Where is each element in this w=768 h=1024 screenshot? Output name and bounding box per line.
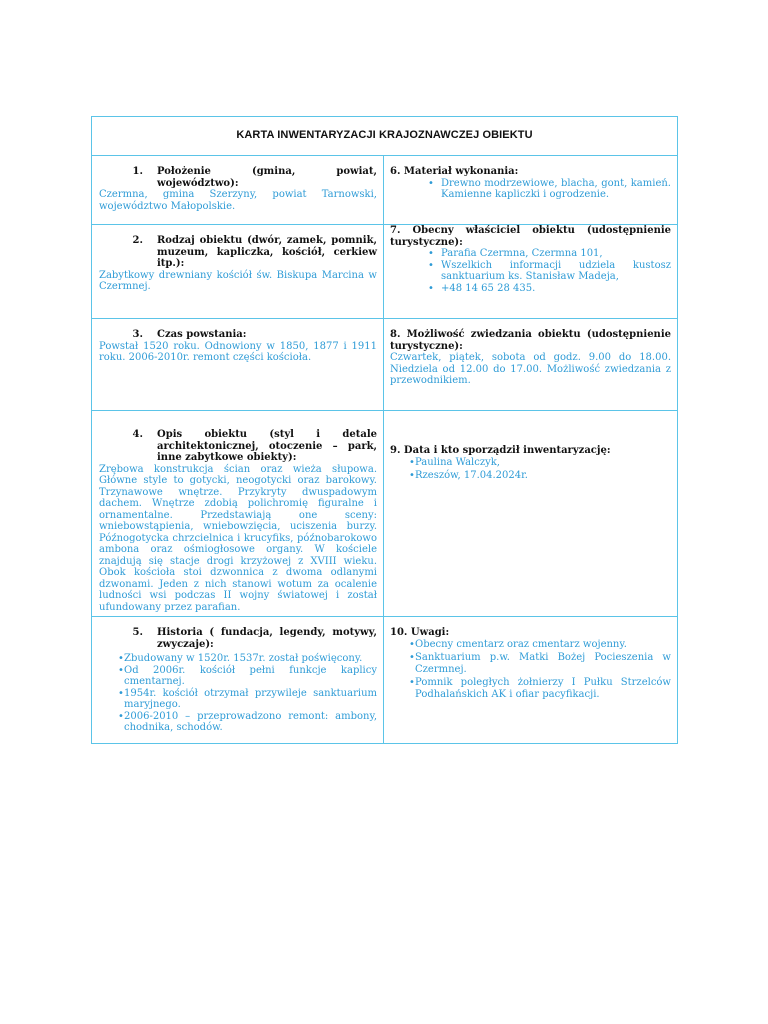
section-author [384, 411, 678, 617]
section-heading: 4. Opis obiektu (styl i detale architektonicznej, otoczenie – park, inne zabytkowe obiekty): [132, 429, 377, 463]
section-creation-date [92, 319, 384, 411]
section-text: Czermna, gmina Szerzyny, powiat Tarnowski, województwo Małopolskie. [99, 189, 377, 212]
section-heading: 5. Historia ( fundacja, legendy, motywy, zwyczaje): [132, 627, 377, 650]
section-notes [384, 617, 678, 744]
section-heading: 3. Czas powstania: [132, 329, 247, 340]
bullet-list [390, 178, 671, 201]
section-heading: 7. Obecny właściciel obiektu (udostępnienie turystyczne): [390, 225, 671, 248]
section-visiting [384, 319, 678, 411]
list-item: • Zbudowany w 1520r. 1537r. został poświęcony. [99, 653, 377, 665]
section-owner [384, 225, 678, 319]
title-cell [92, 117, 678, 156]
list-item: • Pomnik poległych żołnierzy I Pułku Strzelców Podhalańskich AK i ofiar pacyfikacji. [390, 675, 671, 700]
list-item: • Rzeszów, 17.04.2024r. [390, 468, 671, 482]
list-item: • Parafia Czermna, Czermna 101, [390, 248, 671, 260]
section-heading: 1. Położenie (gmina, powiat, województwo): [132, 166, 377, 189]
section-description [92, 411, 384, 617]
section-heading: 8. Możliwość zwiedzania obiektu (udostępnienie turystyczne): [390, 329, 671, 352]
list-item: • Wszelkich informacji udziela kustosz sanktuarium ks. Stanisław Madeja, [390, 260, 671, 283]
section-object-type [92, 225, 384, 319]
section-text: Zrębowa konstrukcja ścian oraz wieża słupowa. Główne style to gotycki, neogotycki oraz barokowy. Trzynawowe wnętrze. Przykryty dwuspadowym dachem. Wnętrze zdobią polichromię figuralne i ornamentalne. Przedstawiają one sceny: wniebowstąpienia, wniebowzięcia, uciszenia burzy. Późnogotycka chrzcielnica i krucyfiks, późnobarokowo ambona oraz ośmiogłosowe organy. W kościele znajdują się stacje drogi krzyżowej z XVIII wieku. Obok kościoła stoi dzwonnica z dwoma odlanymi dzwonami. Jeden z nich stanowi wotum za ocalenie ludności wsi podczas II wojny światowej i został ufundowany przez parafian. [99, 463, 377, 613]
section-material [384, 156, 678, 225]
document-title: KARTA INWENTARYZACJI KRAJOZNAWCZEJ OBIEKTU [236, 129, 533, 142]
list-item: • +48 14 65 28 435. [390, 283, 671, 295]
section-heading: 2. Rodzaj obiektu (dwór, zamek, pomnik, muzeum, kapliczka, kościół, cerkiew itp.): [132, 235, 377, 269]
section-text: Czwartek, piątek, sobota od godz. 9.00 do 18.00. Niedziela od 12.00 do 17.00. Możliwość zwiedzania z przewodnikiem. [390, 352, 671, 386]
section-heading: 6. Materiał wykonania: [390, 166, 519, 177]
bullet-list [390, 248, 671, 294]
section-heading: 10. Uwagi: [390, 627, 450, 638]
bullet-list [99, 653, 377, 734]
bullet-list [390, 639, 671, 701]
section-history [92, 617, 384, 744]
list-item: • Sanktuarium p.w. Matki Bożej Pocieszenia w Czermnej. [390, 650, 671, 675]
list-item: • Drewno modrzewiowe, blacha, gont, kamień. Kamienne kapliczki i ogrodzenie. [390, 178, 671, 201]
section-text: Powstał 1520 roku. Odnowiony w 1850, 1877 i 1911 roku. 2006-2010r. remont części kościoła. [99, 340, 377, 363]
section-text: Zabytkowy drewniany kościół św. Biskupa Marcina w Czermnej. [99, 269, 377, 292]
section-location [92, 156, 384, 225]
list-item: • 1954r. kościół otrzymał przywileje sanktuarium maryjnego. [99, 688, 377, 711]
list-item: • Od 2006r. kościół pełni funkcje kaplicy cmentarnej. [99, 665, 377, 688]
section-heading: 9. Data i kto sporządził inwentaryzację: [390, 445, 611, 456]
list-item: • 2006-2010 – przeprowadzono remont: ambony, chodnika, schodów. [99, 711, 377, 734]
bullet-list [390, 457, 671, 482]
inventory-card-table [91, 116, 678, 744]
list-item: • Obecny cmentarz oraz cmentarz wojenny. [390, 639, 671, 651]
list-item: • Paulina Walczyk, [390, 457, 671, 469]
